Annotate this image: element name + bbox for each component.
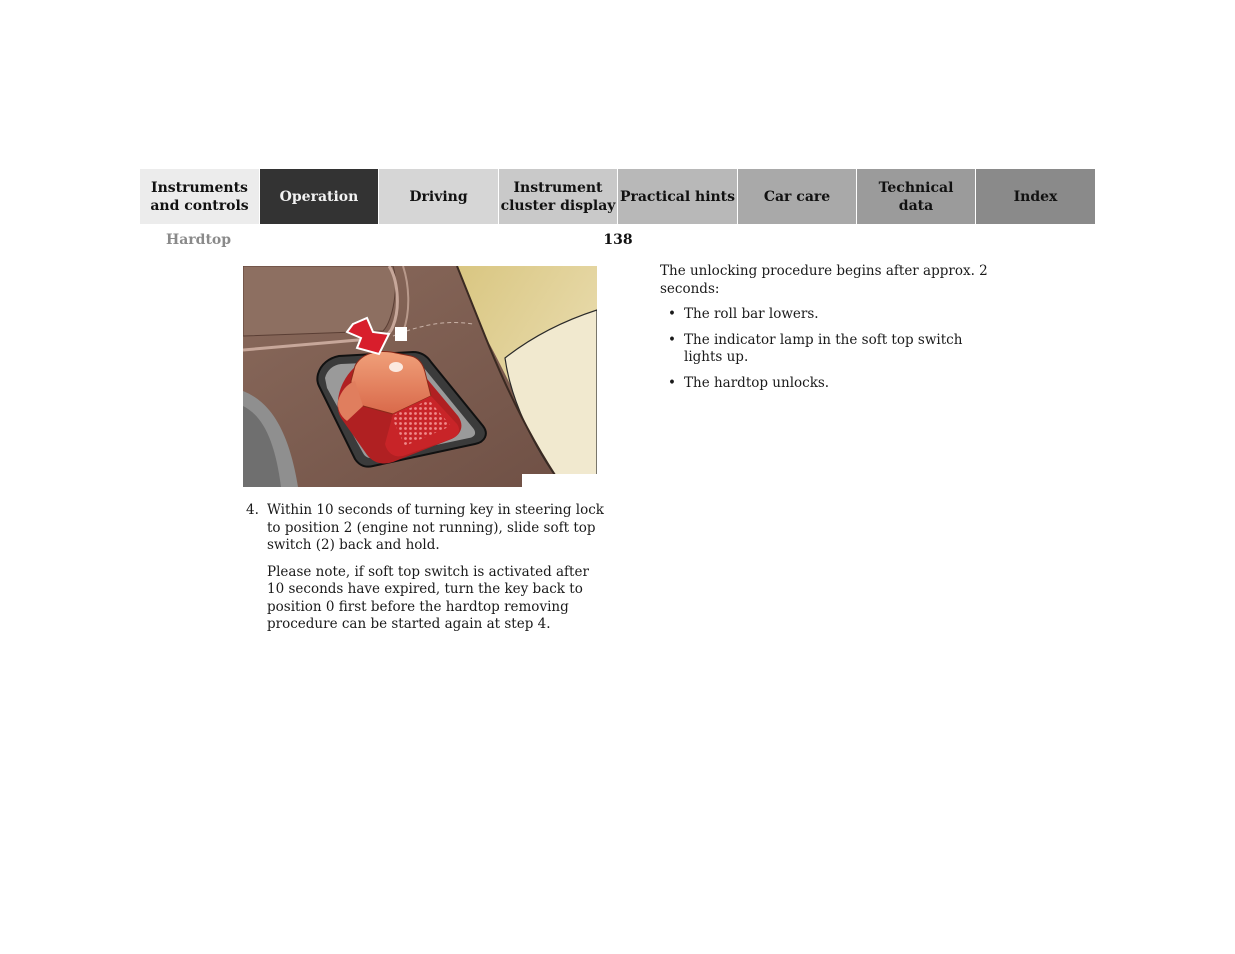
list-item-text: The indicator lamp in the soft top switch lights up. (684, 331, 963, 365)
list-item (660, 375, 1000, 393)
step-body (267, 502, 606, 643)
list-item-text: The hardtop unlocks. (684, 374, 830, 391)
tab-technical-data[interactable]: Technical data (857, 169, 976, 224)
section-title: Hardtop (166, 232, 232, 248)
result-list (660, 306, 1000, 392)
tab-driving[interactable]: Driving (379, 169, 499, 224)
tab-instrument-cluster-display[interactable]: Instrument cluster display (499, 169, 618, 224)
note-text: Please note, if soft top switch is activated after 10 seconds have expired, turn the key back to position 0 first before the hardtop removing procedure can be started again at step 4. (267, 563, 589, 632)
step-text: Within 10 seconds of turning key in steering lock to position 2 (engine not running), slide soft top switch (2) back and hold. (267, 502, 604, 553)
bullet-icon: • (668, 306, 676, 322)
chapter-navigation (140, 169, 1095, 224)
tab-instruments-and-controls[interactable]: Instruments and controls (140, 169, 260, 224)
soft-top-switch-illustration (243, 266, 597, 487)
instructions-left-column (246, 502, 606, 643)
list-item (660, 332, 1000, 367)
intro-text: The unlocking procedure begins after approx. 2 seconds: (660, 263, 988, 297)
step-number: 4. (246, 502, 259, 518)
tab-practical-hints[interactable]: Practical hints (618, 169, 738, 224)
instructions-right-column (660, 263, 1000, 400)
tab-index[interactable]: Index (976, 169, 1095, 224)
page-number: 138 (603, 232, 633, 248)
list-item (660, 306, 1000, 324)
bullet-icon: • (668, 331, 676, 348)
tab-operation[interactable]: Operation (260, 169, 379, 224)
list-item-text: The roll bar lowers. (684, 306, 819, 322)
bullet-icon: • (668, 374, 676, 391)
step-item (246, 502, 606, 643)
tab-car-care[interactable]: Car care (738, 169, 857, 224)
